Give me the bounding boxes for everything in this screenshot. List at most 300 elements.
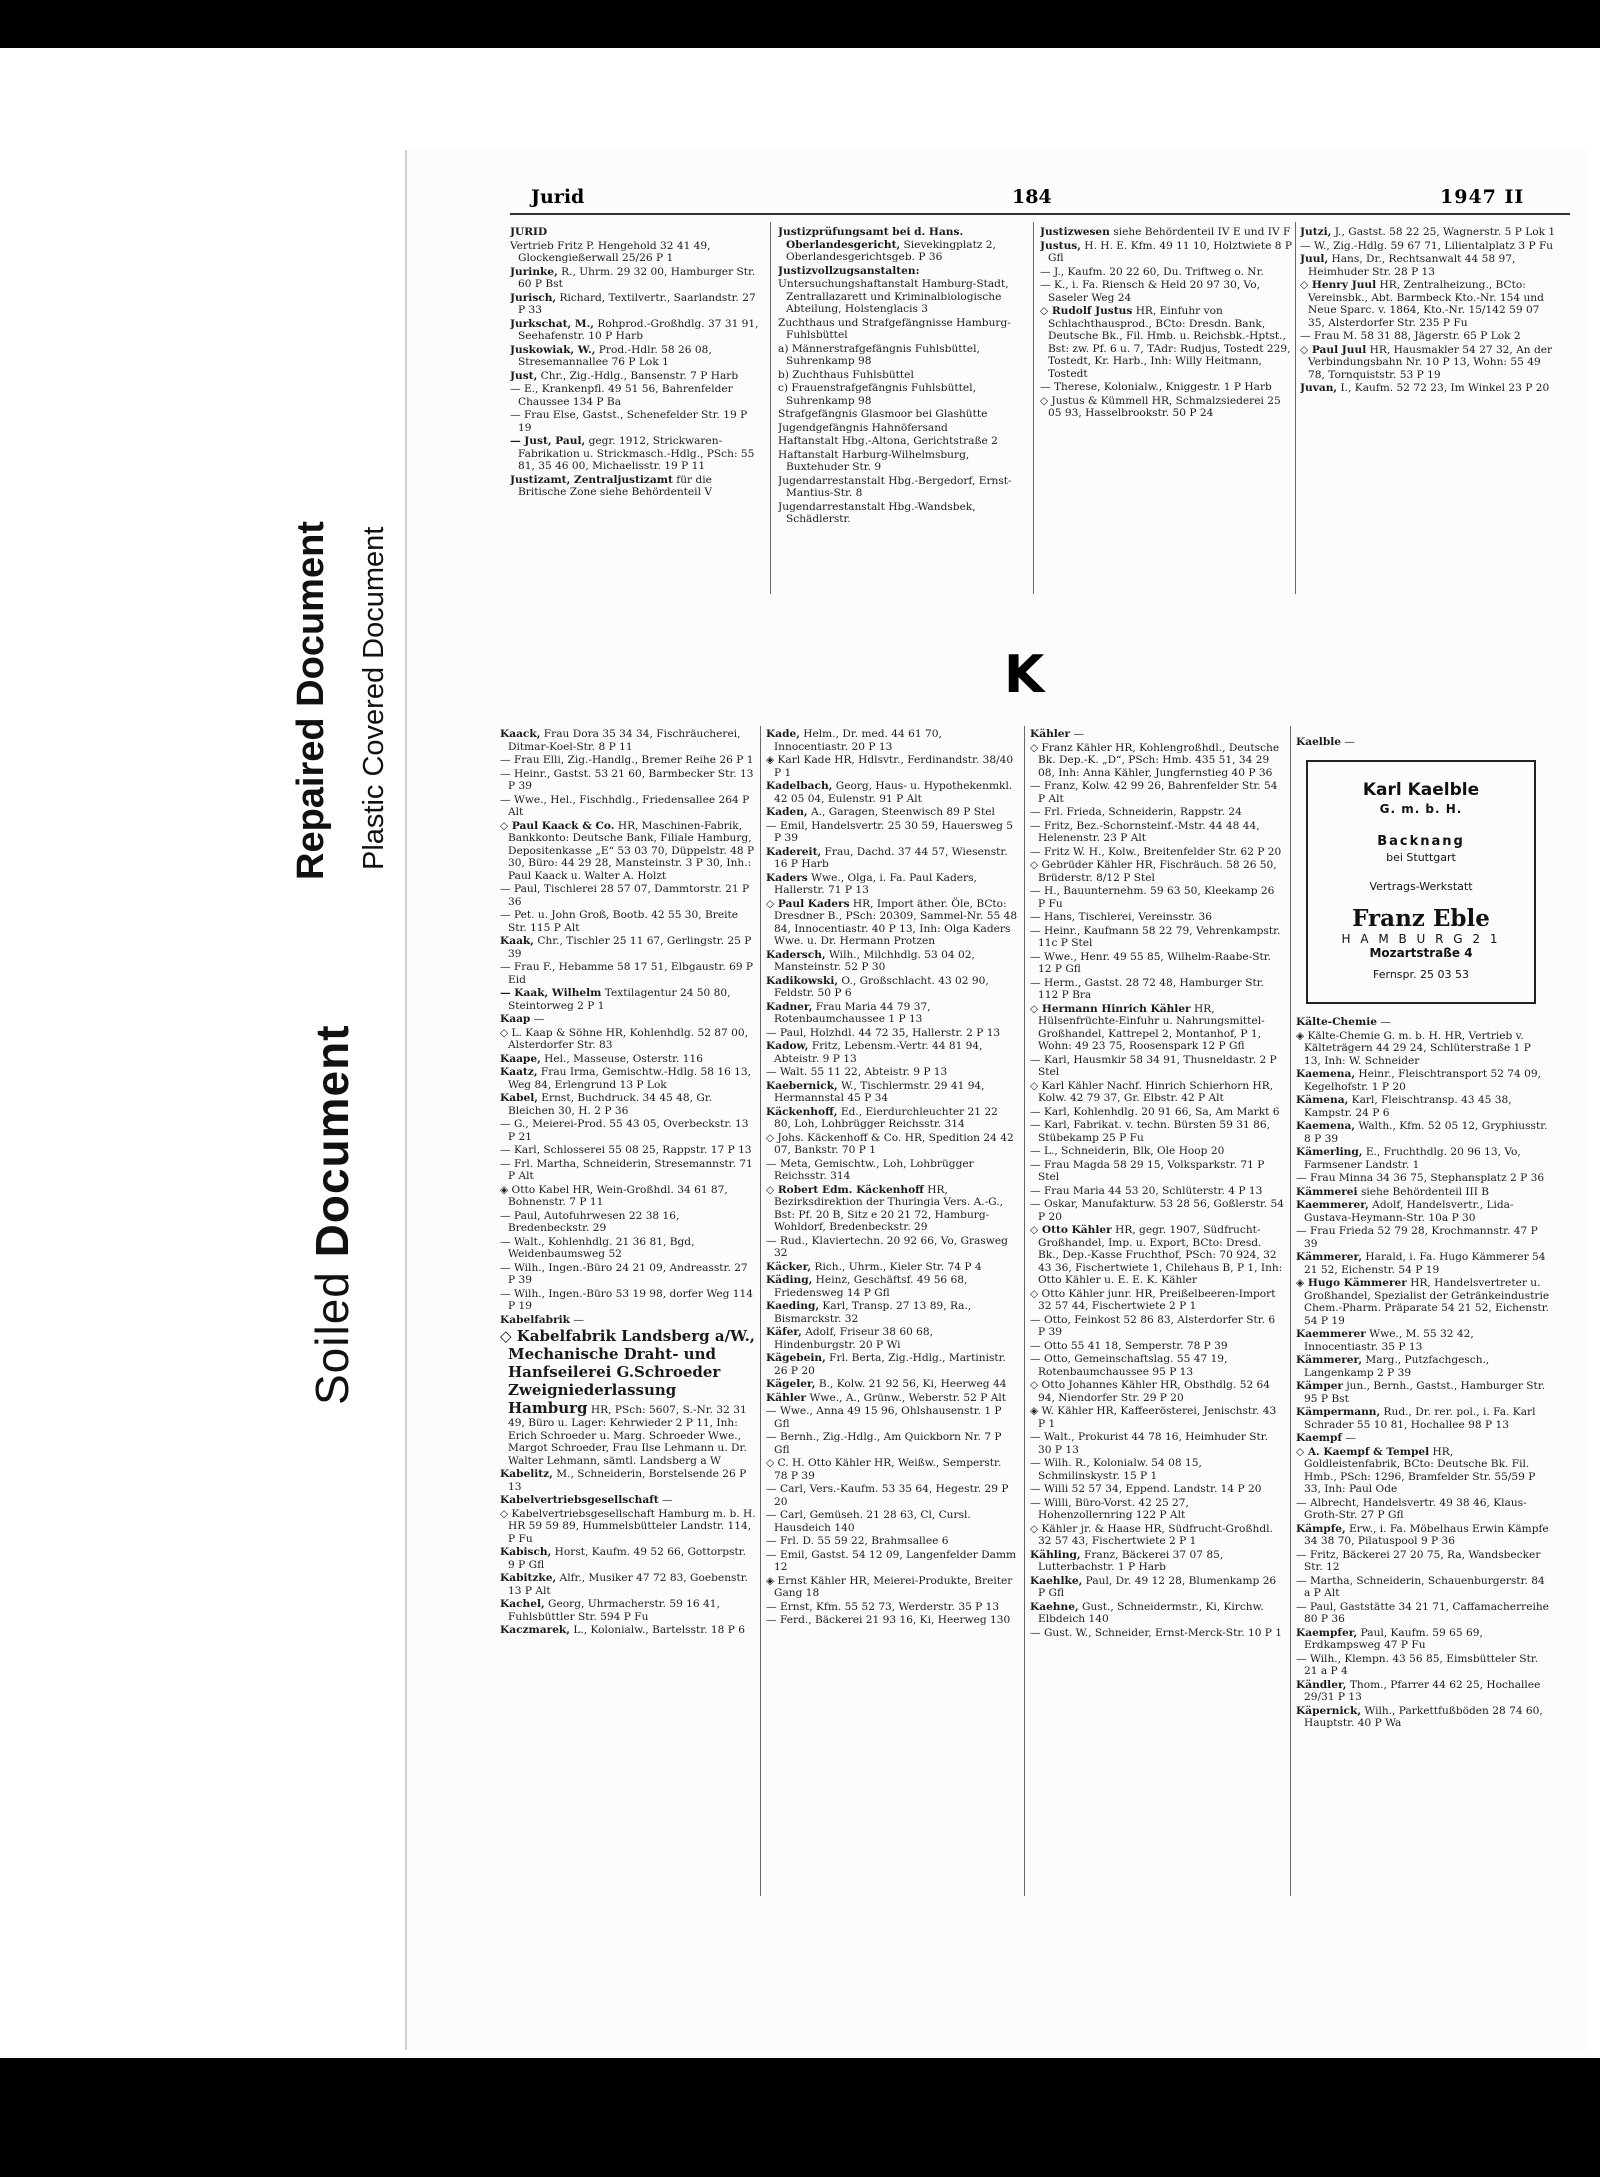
directory-entry bbox=[1040, 240, 1292, 265]
entry-details: Wilh., Milchhdlg. 53 04 02, Mansteinstr. 52 P 30 bbox=[774, 948, 975, 973]
entry-name: Jurinke, bbox=[510, 265, 558, 278]
directory-entry bbox=[1030, 780, 1284, 805]
directory-entry bbox=[1040, 279, 1292, 304]
top-column-3 bbox=[1040, 226, 1292, 598]
directory-entry bbox=[766, 1106, 1018, 1131]
directory-entry bbox=[766, 1405, 1018, 1430]
directory-entry bbox=[510, 240, 762, 265]
directory-entry bbox=[778, 343, 1028, 368]
directory-entry bbox=[778, 369, 1028, 382]
entry-name: Justizamt, Zentraljustizamt bbox=[510, 473, 673, 486]
directory-entry bbox=[500, 1262, 756, 1287]
entry-details: Wilh., Parkettfußböden 28 74 60, Hauptstr. 40 P Wa bbox=[1304, 1704, 1543, 1729]
entry-name: Kämmerer, bbox=[1296, 1251, 1363, 1263]
directory-entry bbox=[1296, 1225, 1550, 1250]
entry-details: Jugendarrestanstalt Hbg.-Wandsbek, Schädlerstr. bbox=[778, 500, 976, 525]
entry-details: — Fritz W. H., Kolw., Breitenfelder Str. 62 P 20 bbox=[1030, 845, 1282, 858]
entry-name: Kaczmarek, bbox=[500, 1624, 570, 1636]
directory-entry bbox=[766, 1300, 1018, 1325]
entry-name: ◇ Kabelfabrik Landsberg a/W., Mechanische Draht- und Hanfseilerei G.Schroeder Zweigniederlassung Hamburg bbox=[500, 1327, 756, 1417]
directory-entry bbox=[1296, 1627, 1550, 1652]
directory-entry bbox=[1296, 1653, 1550, 1678]
directory-entry bbox=[766, 975, 1018, 1000]
directory-entry bbox=[1030, 1379, 1284, 1404]
entry-details: — Paul, Holzhdl. 44 72 35, Hallerstr. 2 P 13 bbox=[766, 1026, 1001, 1039]
directory-entry bbox=[1296, 1523, 1550, 1548]
entry-details: ◇ Otto Johannes Kähler HR, Obsthdlg. 52 64 94, Niendorfer Str. 29 P 20 bbox=[1030, 1379, 1271, 1404]
entry-name: ◇ A. Kaempf & Tempel bbox=[1296, 1445, 1430, 1458]
entry-name: Kadow, bbox=[766, 1040, 809, 1052]
directory-entry bbox=[766, 1457, 1018, 1482]
entry-details: — Frau Maria 44 53 20, Schlüterstr. 4 P 13 bbox=[1030, 1184, 1263, 1197]
entry-details: — Karl, Fabrikat. v. techn. Bürsten 59 31 86, Stübekamp 25 P Fu bbox=[1030, 1119, 1270, 1144]
entry-details: Strafgefängnis Glasmoor bei Glashütte bbox=[778, 408, 988, 420]
column-divider bbox=[1295, 222, 1296, 594]
directory-entry bbox=[500, 935, 756, 960]
entry-name: Kähler bbox=[766, 1391, 807, 1404]
directory-entry bbox=[500, 1184, 756, 1209]
entry-details: Jugendarrestanstalt Hbg.-Bergedorf, Ernst-Mantius-Str. 8 bbox=[778, 474, 1012, 499]
entry-name: Juskowiak, W., bbox=[510, 343, 596, 356]
entry-details: b) Zuchthaus Fuhlsbüttel bbox=[778, 368, 914, 381]
directory-entry bbox=[510, 474, 762, 499]
entry-details: M., Schneiderin, Borstelsende 26 P 13 bbox=[508, 1468, 747, 1493]
entry-name: Kähling, bbox=[1030, 1548, 1081, 1561]
entry-details: Haftanstalt Hbg.-Altona, Gerichtstraße 2 bbox=[778, 435, 998, 447]
directory-entry bbox=[500, 1053, 756, 1066]
entry-details: — Carl, Gemüseh. 21 28 63, Cl, Cursl. Hausdeich 140 bbox=[766, 1509, 971, 1534]
entry-details: E., Fruchthdlg. 20 96 13, Vo, Farmsener Landstr. 1 bbox=[1304, 1146, 1521, 1171]
directory-entry bbox=[1030, 925, 1284, 950]
entry-details: — Karl, Kohlenhdlg. 20 91 66, Sa, Am Markt 6 bbox=[1030, 1105, 1280, 1118]
directory-entry bbox=[1030, 1198, 1284, 1223]
entry-name: Kadikowski, bbox=[766, 974, 839, 987]
entry-details: — Gust. W., Schneider, Ernst-Merck-Str. 10 P 1 bbox=[1030, 1626, 1283, 1639]
entry-details: ◇ Johs. Käckenhoff & Co. HR, Spedition 24 42 07, Bankstr. 70 P 1 bbox=[766, 1131, 1014, 1156]
entry-name: Käckenhoff, bbox=[766, 1105, 838, 1118]
directory-entry bbox=[766, 1066, 1018, 1079]
entry-name: Kadelbach, bbox=[766, 780, 833, 792]
entry-name: Kaap bbox=[500, 1013, 531, 1025]
entry-name: Kaak, bbox=[500, 935, 534, 947]
entry-name: ◇ Rudolf Justus bbox=[1040, 305, 1133, 317]
directory-entry bbox=[510, 370, 762, 383]
directory-entry bbox=[766, 1549, 1018, 1574]
directory-entry bbox=[766, 1132, 1018, 1157]
directory-entry bbox=[766, 872, 1018, 897]
entry-details: — Paul, Tischlerei 28 57 07, Dammtorstr. 21 P 36 bbox=[500, 883, 750, 908]
entry-details: — Otto, Gemeinschaftslag. 55 47 19, Rotenbaumchaussee 95 P 13 bbox=[1030, 1353, 1228, 1378]
directory-entry bbox=[1030, 859, 1284, 884]
entry-details: ◇ Kabelvertriebsgesellschaft Hamburg m. b. H. HR 59 59 89, Hummelsbütteler Landstr. 114, P Fu bbox=[500, 1507, 756, 1545]
entry-name: ◇ Otto Kähler bbox=[1030, 1224, 1112, 1236]
entry-name: Kaape, bbox=[500, 1052, 541, 1065]
entry-name: Kaempf bbox=[1296, 1432, 1342, 1444]
entry-details: Paul, Kaufm. 59 65 69, Erdkampsweg 47 P Fu bbox=[1304, 1626, 1483, 1651]
directory-entry bbox=[1030, 1054, 1284, 1079]
entry-details: R., Uhrm. 29 32 00, Hamburger Str. 60 P Bst bbox=[518, 265, 756, 290]
entry-details: Rich., Uhrm., Kieler Str. 74 P 4 bbox=[811, 1260, 982, 1273]
directory-entry bbox=[1296, 1146, 1550, 1171]
directory-entry bbox=[766, 1431, 1018, 1456]
scan-top-border bbox=[0, 0, 1600, 48]
directory-entry bbox=[766, 1158, 1018, 1183]
directory-entry bbox=[766, 1274, 1018, 1299]
advert-phone: Fernspr. 25 03 53 bbox=[1373, 968, 1469, 981]
entry-name: ◇ Paul Kaders bbox=[766, 897, 850, 910]
soiled-document-label bbox=[305, 1024, 359, 1405]
directory-entry bbox=[766, 1326, 1018, 1351]
entry-details: HR, Hülsenfrüchte-Einfuhr u. Nahrungsmittel-Großhandel, Kattrepel 2, Montanhof, P 1, Wohn: 49 23 75, Roosenspark 12 P Gfl bbox=[1038, 1002, 1265, 1052]
directory-entry bbox=[766, 1575, 1018, 1600]
entry-details: — Frau Else, Gastst., Schenefelder Str. 19 P 19 bbox=[510, 409, 748, 434]
entry-name: Kaelble bbox=[1296, 736, 1342, 748]
entry-details: HR, gegr. 1907, Südfrucht-Großhandel, Imp. u. Export, BCto: Dresd. Bk., Dep.-Kasse Fruchthof, PSch: 70 924, 32 43 36, Fischertwiete 1, Chilehaus B, P 1, Inh: Otto Kähler u. E. E. K. Kähler bbox=[1038, 1224, 1283, 1286]
entry-details: ◈ Kälte-Chemie G. m. b. H. HR, Vertrieb v. Kälteträgern 44 29 24, Schlüterstraße 1 P 13, Inh: W. Schneider bbox=[1296, 1029, 1531, 1067]
entry-details: — L., Schneiderin, Blk, Ole Hoop 20 bbox=[1030, 1145, 1225, 1157]
entry-name: — Kaak, Wilhelm bbox=[500, 987, 602, 999]
repaired-document-label: Repaired Document bbox=[290, 521, 332, 880]
directory-entry bbox=[1030, 1119, 1284, 1144]
entry-details: Hel., Masseuse, Osterstr. 116 bbox=[540, 1052, 703, 1065]
entry-details: — bbox=[530, 1013, 545, 1025]
directory-entry bbox=[500, 1236, 756, 1261]
directory-entry bbox=[500, 1118, 756, 1143]
directory-entry bbox=[1030, 1431, 1284, 1456]
entry-name: Kaatz, bbox=[500, 1066, 538, 1078]
directory-entry bbox=[1300, 279, 1556, 329]
entry-details: — Otto 55 41 18, Semperstr. 78 P 39 bbox=[1030, 1339, 1228, 1352]
entry-details: jun., Bernh., Gastst., Hamburger Str. 95 P Bst bbox=[1304, 1380, 1546, 1405]
entry-details: ◈ Ernst Kähler HR, Meierei-Produkte, Breiter Gang 18 bbox=[766, 1574, 1013, 1599]
directory-entry bbox=[1030, 1288, 1284, 1313]
column-divider bbox=[760, 726, 761, 1896]
entry-details: Franz, Bäckerei 37 07 85, Lutterbachstr. 1 P Harb bbox=[1038, 1548, 1224, 1573]
directory-entry bbox=[1296, 1380, 1550, 1405]
directory-entry bbox=[1030, 885, 1284, 910]
directory-entry bbox=[500, 961, 756, 986]
directory-entry bbox=[1030, 1405, 1284, 1430]
entry-details: — E., Krankenpfl. 49 51 56, Bahrenfelder Chaussee 134 P Ba bbox=[510, 383, 733, 408]
directory-entry bbox=[500, 1158, 756, 1183]
entry-details: — Wilh., Ingen.-Büro 53 19 98, dorfer Weg 114 P 19 bbox=[500, 1287, 754, 1312]
entry-name: Kaemena, bbox=[1296, 1068, 1356, 1080]
entry-details: — Emil, Gastst. 54 12 09, Langenfelder Damm 12 bbox=[766, 1548, 1017, 1573]
directory-entry bbox=[500, 754, 756, 767]
entry-name: Kabelitz, bbox=[500, 1468, 553, 1480]
entry-details: ◈ Otto Kabel HR, Wein-Großhdl. 34 61 87, Bohnenstr. 7 P 11 bbox=[500, 1183, 728, 1208]
entry-details: HR, Hausmakler 54 27 32, An der Verbindungsbahn Nr. 10 P 13, Wohn: 55 49 78, Tornquiststr. 53 P 19 bbox=[1308, 343, 1553, 381]
running-head-left: Jurid bbox=[531, 186, 585, 208]
entry-details: HR, Maschinen-Fabrik, Bankkonto: Deutsche Bank, Filiale Hamburg, Depositenkasse „E“ 53 03 70, Düppelstr. 48 P 30, Büro: 44 29 28, Mansteinstr. 3 P 30, Inh.: Paul Kaack u. Walter A. Holzt bbox=[508, 819, 755, 882]
entry-details: — Frl. Frieda, Schneiderin, Rappstr. 24 bbox=[1030, 806, 1242, 818]
top-column-2 bbox=[778, 226, 1028, 598]
entry-details: ◇ Franz Kähler HR, Kohlengroßhdl., Deutsche Bk. Dep.-K. „D“, PSch: Hmb. 435 51, 34 29 08, Inh: Anna Kähler, Jungfernstieg 40 P 36 bbox=[1030, 741, 1280, 779]
entry-details: — bbox=[1070, 728, 1085, 740]
advert-partner-street: Mozartstraße 4 bbox=[1369, 946, 1473, 960]
directory-entry bbox=[778, 382, 1028, 407]
directory-entry bbox=[1030, 1353, 1284, 1378]
column-divider bbox=[1290, 726, 1291, 1896]
k-column-4-heading bbox=[1296, 736, 1546, 756]
entry-details: — Otto, Feinkost 52 86 83, Alsterdorfer Str. 6 P 39 bbox=[1030, 1313, 1276, 1338]
entry-details: ◇ C. H. Otto Kähler HR, Weißw., Semperstr. 78 P 39 bbox=[766, 1457, 1002, 1482]
directory-entry bbox=[1300, 253, 1556, 278]
directory-entry bbox=[766, 806, 1018, 819]
directory-entry bbox=[1040, 226, 1292, 239]
directory-entry bbox=[1300, 330, 1556, 343]
entry-details: Ed., Eierdurchleuchter 21 22 80, Loh, Lohbrügger Reichsstr. 314 bbox=[774, 1105, 998, 1130]
directory-entry bbox=[1296, 1432, 1550, 1445]
directory-entry bbox=[1296, 1354, 1550, 1379]
directory-entry bbox=[500, 1546, 756, 1571]
directory-entry bbox=[1030, 1314, 1284, 1339]
entry-name: Käfer, bbox=[766, 1326, 802, 1338]
directory-entry bbox=[1296, 1068, 1550, 1093]
directory-entry bbox=[510, 266, 762, 291]
entry-details: — Walt., Kohlenhdlg. 21 36 81, Bgd, Weidenbaumsweg 52 bbox=[500, 1235, 695, 1260]
scan-bottom-border bbox=[0, 2058, 1600, 2177]
entry-name: Justizvollzugsanstalten: bbox=[778, 264, 920, 277]
entry-details: — Heinr., Kaufmann 58 22 79, Vehrenkampstr. 11c P Stel bbox=[1030, 924, 1281, 949]
entry-details: — bbox=[658, 1494, 673, 1506]
entry-details: — W., Zig.-Hdlg. 59 67 71, Lilientalplatz 3 P Fu bbox=[1300, 239, 1554, 252]
entry-name: Kaempfer, bbox=[1296, 1626, 1358, 1639]
entry-details: Karl, Transp. 27 13 89, Ra., Bismarckstr. 32 bbox=[774, 1300, 972, 1325]
directory-entry bbox=[1030, 1523, 1284, 1548]
entry-details: — Frau Minna 34 36 75, Stephansplatz 2 P 36 bbox=[1296, 1172, 1545, 1184]
entry-details: Heinr., Fleischtransport 52 74 09, Kegelhofstr. 1 P 20 bbox=[1304, 1068, 1541, 1093]
entry-details: — Emil, Handelsvertr. 25 30 59, Hauersweg 5 P 39 bbox=[766, 819, 1013, 844]
directory-entry bbox=[500, 987, 756, 1012]
directory-entry bbox=[500, 1092, 756, 1117]
entry-details: HR, Einfuhr von Schlachthausprod., BCto: Dresdn. Bank, Deutsche Bk., Fil. Hmb. u. Reichsbk.-Hptst., Bst: zw. Pf. 6 u. 7, TAdr: Rudjus, Tostedt 229, Tostedt, Kr. Harb., Inh: Willy Heitmann, Tostedt bbox=[1048, 305, 1291, 380]
advert-company-form: G. m. b. H. bbox=[1379, 802, 1463, 816]
entry-name: — Just, Paul, bbox=[510, 435, 586, 447]
directory-entry bbox=[1030, 1483, 1284, 1496]
entry-details: — Frau Frieda 52 79 28, Krochmannstr. 47 P 39 bbox=[1296, 1225, 1538, 1250]
entry-details: — K., i. Fa. Riensch & Held 20 97 30, Vo, Saseler Weg 24 bbox=[1040, 279, 1260, 304]
entry-details: L., Kolonialw., Bartelsstr. 18 P 6 bbox=[569, 1624, 746, 1636]
directory-entry bbox=[766, 820, 1018, 845]
entry-details: — Meta, Gemischtw., Loh, Lohbrügger Reichsstr. 314 bbox=[766, 1157, 974, 1182]
directory-entry bbox=[1296, 1120, 1550, 1145]
entry-name: Jutzi, bbox=[1300, 226, 1332, 238]
directory-entry bbox=[1296, 1199, 1550, 1224]
entry-details: — Wwe., Henr. 49 55 85, Wilhelm-Raabe-Str. 12 P Gfl bbox=[1030, 950, 1272, 975]
directory-entry bbox=[1030, 911, 1284, 924]
entry-details: — Karl, Hausmkir 58 34 91, Thusneldastr. 2 P Stel bbox=[1030, 1053, 1277, 1078]
directory-entry bbox=[766, 846, 1018, 871]
advert-partner-city: H A M B U R G 2 1 bbox=[1341, 932, 1501, 946]
entry-details: — bbox=[1342, 1432, 1356, 1444]
entry-details: — Wwe., Hel., Fischhdlg., Friedensallee 264 P Alt bbox=[500, 793, 750, 818]
advert-company: Karl Kaelble bbox=[1362, 780, 1480, 800]
entry-name: Kade, bbox=[766, 728, 800, 740]
entry-name: Kaack, bbox=[500, 728, 541, 740]
entry-name: Kadersch, bbox=[766, 948, 826, 961]
directory-entry bbox=[510, 292, 762, 317]
entry-name: ◇ Paul Juul bbox=[1300, 343, 1367, 356]
directory-entry bbox=[766, 780, 1018, 805]
directory-entry bbox=[1030, 977, 1284, 1002]
entry-details: — Pet. u. John Groß, Bootb. 42 55 30, Breite Str. 115 P Alt bbox=[500, 909, 739, 934]
entry-details: — Herm., Gastst. 28 72 48, Hamburger Str. 112 P Bra bbox=[1030, 976, 1265, 1001]
directory-entry bbox=[1030, 1159, 1284, 1184]
directory-entry bbox=[1030, 1627, 1284, 1640]
advert-city: Backnang bbox=[1377, 834, 1465, 849]
entry-details: Heinz, Geschäftsf. 49 56 68, Friedensweg 14 P Gfl bbox=[774, 1274, 968, 1299]
page-number: 184 bbox=[1012, 186, 1052, 208]
entry-details: Textilagentur 24 50 80, Steintorweg 2 P 1 bbox=[508, 987, 731, 1012]
directory-entry bbox=[500, 820, 756, 883]
entry-details: — G., Meierei-Prod. 55 43 05, Overbeckstr. 13 P 21 bbox=[500, 1118, 749, 1143]
entry-details: c) Frauenstrafgefängnis Fuhlsbüttel, Suhrenkamp 98 bbox=[778, 382, 976, 407]
running-head-right: 1947 II bbox=[1440, 186, 1525, 208]
entry-name: Kabel, bbox=[500, 1092, 538, 1104]
directory-entry bbox=[778, 501, 1028, 526]
advert-workshop: Vertrags-Werkstatt bbox=[1369, 880, 1473, 893]
plastic-covered-label: Plastic Covered Document bbox=[358, 526, 390, 870]
entry-name: Kaehlke, bbox=[1030, 1574, 1083, 1587]
entry-name: ◈ Hugo Kämmerer bbox=[1296, 1277, 1407, 1289]
entry-name: Jurkschat, M., bbox=[510, 317, 594, 330]
directory-entry bbox=[500, 1494, 756, 1507]
entry-details: — Wilh., Klempn. 43 56 85, Eimsbütteler Str. 21 a P 4 bbox=[1296, 1652, 1539, 1677]
directory-entry bbox=[1296, 1679, 1550, 1704]
entry-details: Paul, Dr. 49 12 28, Blumenkamp 26 P Gfl bbox=[1038, 1574, 1277, 1599]
directory-entry bbox=[778, 449, 1028, 474]
entry-details: — Ferd., Bäckerei 21 93 16, Ki, Heerweg 130 bbox=[766, 1614, 1011, 1626]
directory-entry bbox=[510, 344, 762, 369]
entry-name: Kachel, bbox=[500, 1598, 545, 1610]
entry-details: — Ernst, Kfm. 55 52 73, Werderstr. 35 P 13 bbox=[766, 1600, 1000, 1613]
entry-name: Kabitzke, bbox=[500, 1572, 557, 1584]
entry-details: HR, Zentralheizung., BCto: Vereinsbk., Abt. Barmbeck Kto.-Nr. 154 und Neue Sparc. v. 1864, Kto.-Nr. 15/142 59 07 35, Alsterdorfer Str. 235 P Fu bbox=[1308, 279, 1544, 329]
directory-entry bbox=[1030, 1601, 1284, 1626]
entry-details: — Frl. D. 55 59 22, Brahmsallee 6 bbox=[766, 1535, 949, 1547]
directory-entry bbox=[500, 1508, 756, 1546]
directory-entry bbox=[766, 1614, 1018, 1627]
entry-details: — Frau Elli, Zig.-Handlg., Bremer Reihe 26 P 1 bbox=[500, 754, 754, 766]
directory-entry bbox=[500, 1210, 756, 1235]
entry-details: HR, Bezirksdirektion der Thuringia Vers. A.-G., Bst: Pf. 20 B, Sitz e 20 21 72, Hamburg-Wohldorf, Bredenbeckstr. 29 bbox=[774, 1183, 1004, 1233]
directory-entry bbox=[766, 1378, 1018, 1391]
entry-details: Frau Maria 44 79 37, Rotenbaumchaussee 1 P 13 bbox=[774, 1000, 931, 1025]
entry-details: — Frau F., Hebamme 58 17 51, Elbgaustr. 69 P Eid bbox=[500, 961, 754, 986]
directory-entry bbox=[510, 318, 762, 343]
directory-entry bbox=[1296, 1497, 1550, 1522]
entry-details: — Martha, Schneiderin, Schauenburgerstr. 84 a P Alt bbox=[1296, 1574, 1545, 1599]
entry-details: — Franz, Kolw. 42 99 26, Bahrenfelder Str. 54 P Alt bbox=[1030, 780, 1278, 805]
directory-entry bbox=[1296, 1186, 1550, 1199]
entry-name: Kaemmerer, bbox=[1296, 1199, 1369, 1211]
entry-details: — J., Kaufm. 20 22 60, Du. Triftweg o. Nr. bbox=[1040, 265, 1264, 278]
entry-details: HR, Import äther. Öle, BCto: Dresdner B., PSch: 20309, Sammel-Nr. 55 48 84, Innocentiastr. 40 P 13, Inh: Olga Kaders Wwe. u. Dr. Hermann Protzen bbox=[774, 897, 1018, 947]
directory-entry bbox=[778, 317, 1028, 342]
entry-name: Kaemmerer bbox=[1296, 1328, 1366, 1340]
entry-details: Georg, Uhrmacherstr. 59 16 41, Fuhlsbüttler Str. 594 P Fu bbox=[508, 1598, 720, 1623]
entry-details: ◈ W. Kähler HR, Kaffeerösterei, Jenischstr. 43 P 1 bbox=[1030, 1405, 1277, 1430]
entry-name: Käding, bbox=[766, 1274, 813, 1286]
k-column-2 bbox=[766, 728, 1018, 1900]
directory-entry bbox=[766, 1509, 1018, 1534]
entry-name: Jurisch, bbox=[510, 291, 557, 304]
entry-name: ◇ Hermann Hinrich Kähler bbox=[1030, 1002, 1191, 1015]
directory-entry bbox=[1296, 1016, 1550, 1029]
directory-entry bbox=[1296, 1446, 1550, 1496]
entry-details: ◈ Karl Kade HR, Hdlsvtr., Ferdinandstr. 38/40 P 1 bbox=[766, 754, 1014, 779]
entry-details: Rud., Dr. rer. pol., i. Fa. Karl Schrader 55 10 81, Hochallee 98 P 13 bbox=[1304, 1406, 1536, 1431]
entry-details: siehe Behördenteil IV E und IV F bbox=[1109, 226, 1291, 238]
directory-entry bbox=[1296, 1094, 1550, 1119]
directory-entry bbox=[766, 898, 1018, 948]
entry-details: Marg., Putzfachgesch., Langenkamp 2 P 39 bbox=[1304, 1354, 1490, 1379]
entry-name: Justizwesen bbox=[1040, 226, 1110, 238]
directory-entry bbox=[1040, 381, 1292, 394]
entry-details: für die Britische Zone siehe Behördenteil V bbox=[518, 473, 712, 498]
entry-name: ◇ Paul Kaack & Co. bbox=[500, 819, 615, 832]
directory-entry bbox=[500, 1013, 756, 1026]
directory-entry bbox=[766, 1261, 1018, 1274]
directory-entry bbox=[500, 883, 756, 908]
entry-details: Frau Irma, Gemischtw.-Hdlg. 58 16 13, Weg 84, Erlengrund 13 P Lok bbox=[508, 1066, 752, 1091]
entry-details: B., Kolw. 21 92 56, Ki, Heerweg 44 bbox=[815, 1378, 1007, 1390]
entry-details: W., Tischlermstr. 29 41 94, Hermannstal 45 P 34 bbox=[774, 1079, 985, 1104]
directory-entry bbox=[1030, 1145, 1284, 1158]
directory-entry bbox=[1040, 266, 1292, 279]
entry-name: Kändler, bbox=[1296, 1678, 1347, 1691]
entry-details: J., Gastst. 58 22 25, Wagnerstr. 5 P Lok 1 bbox=[1331, 226, 1556, 238]
entry-details: Vertrieb Fritz P. Hengehold 32 41 49, Glockengießerwall 25/26 P 1 bbox=[510, 239, 711, 264]
entry-details: Zuchthaus und Strafgefängnisse Hamburg-Fuhlsbüttel bbox=[778, 316, 1011, 341]
advert-partner: Franz Eble bbox=[1352, 905, 1490, 932]
directory-entry bbox=[1300, 240, 1556, 253]
entry-name: Kägeler, bbox=[766, 1378, 816, 1390]
directory-entry bbox=[500, 768, 756, 793]
entry-details: ◇ Kähler jr. & Haase HR, Südfrucht-Großhdl. 32 57 43, Fischertwiete 2 P 1 bbox=[1030, 1522, 1273, 1547]
entry-name: Kadner, bbox=[766, 1000, 813, 1013]
directory-entry bbox=[778, 226, 1028, 264]
entry-details: Harald, i. Fa. Hugo Kämmerer 54 21 52, Eichenstr. 54 P 19 bbox=[1304, 1251, 1546, 1276]
entry-name: Kämmerer, bbox=[1296, 1354, 1363, 1366]
entry-name: Kämpfe, bbox=[1296, 1522, 1346, 1535]
entry-details: a) Männerstrafgefängnis Fuhlsbüttel, Suhrenkamp 98 bbox=[778, 342, 980, 367]
entry-name: Kaehne, bbox=[1030, 1600, 1079, 1613]
entry-details: A., Garagen, Steenwisch 89 P Stel bbox=[807, 806, 995, 818]
directory-entry bbox=[1030, 820, 1284, 845]
directory-entry bbox=[500, 1288, 756, 1313]
column-divider bbox=[1033, 222, 1034, 594]
entry-name: Käpernick, bbox=[1296, 1704, 1362, 1717]
directory-entry bbox=[500, 1314, 756, 1327]
directory-entry bbox=[1300, 226, 1556, 239]
directory-entry bbox=[778, 422, 1028, 435]
entry-name: Kadereit, bbox=[766, 845, 822, 858]
entry-details: Chr., Tischler 25 11 67, Gerlingstr. 25 P 39 bbox=[508, 935, 752, 960]
directory-entry bbox=[1030, 1224, 1284, 1287]
entry-name: Juul, bbox=[1300, 253, 1329, 265]
entry-name: ◇ Robert Edm. Käckenhoff bbox=[766, 1183, 924, 1196]
directory-entry bbox=[778, 278, 1028, 316]
directory-entry bbox=[1030, 742, 1284, 780]
directory-entry bbox=[1030, 1080, 1284, 1105]
k-column-3 bbox=[1030, 728, 1284, 1900]
entry-details: — Paul, Autofuhrwesen 22 38 16, Bredenbeckstr. 29 bbox=[500, 1209, 680, 1234]
entry-details: — Frau M. 58 31 88, Jägerstr. 65 P Lok 2 bbox=[1300, 330, 1521, 342]
entry-details: Frau Dora 35 34 34, Fischräucherei, Ditmar-Koel-Str. 8 P 11 bbox=[508, 728, 741, 753]
directory-entry bbox=[1296, 1705, 1550, 1730]
